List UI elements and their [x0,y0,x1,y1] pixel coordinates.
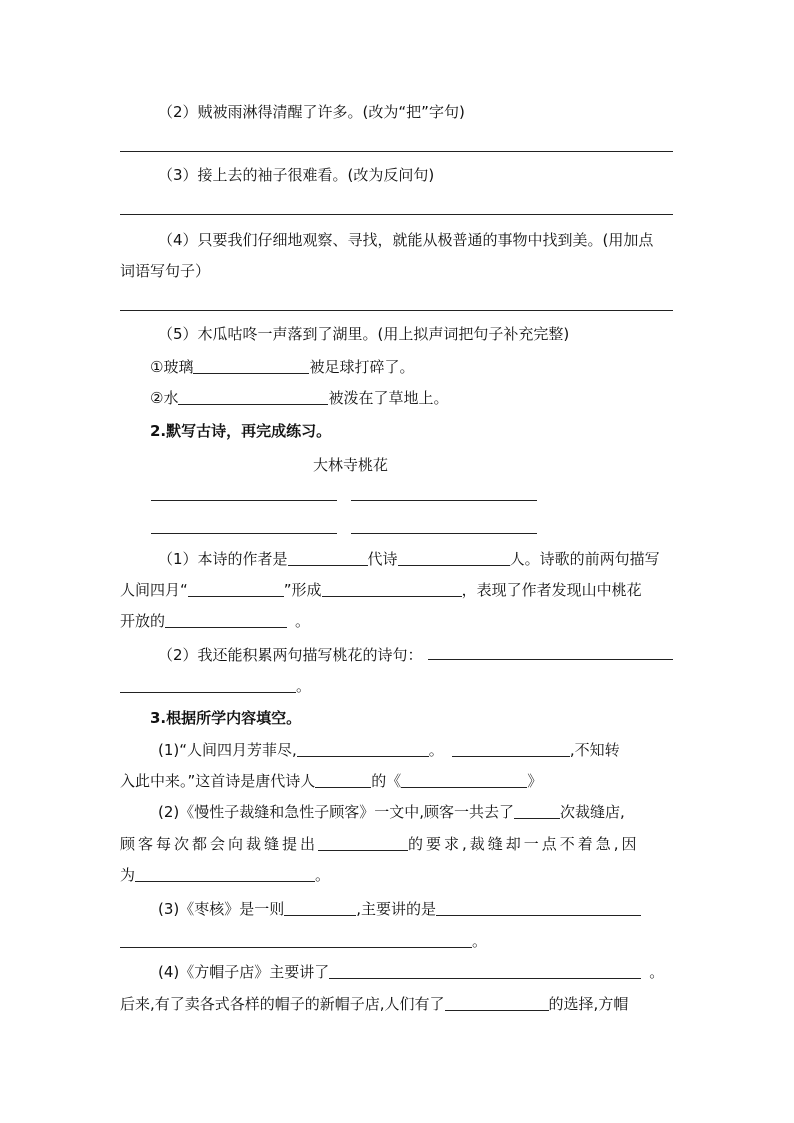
blank-dynasty[interactable] [288,551,368,566]
blank-verse-a[interactable] [297,742,429,757]
text: 的选择,方帽 [548,995,629,1013]
text: 。 [472,932,488,950]
text: ,主要讲的是 [356,900,437,918]
poem-line-3[interactable] [151,533,337,534]
text: 。 [649,963,665,981]
blank-genre[interactable] [284,901,356,916]
text: ，表现了作者发现山中桃花 [461,581,642,599]
blank-choice[interactable] [445,996,549,1011]
blank-peach-verse-1[interactable] [428,659,673,660]
blank-verse-b[interactable] [452,742,570,757]
answer-line-3[interactable] [120,214,673,215]
q2-p2: （2）我还能积累两句描写桃花的诗句： [158,646,423,664]
sub1-suffix: 被足球打碎了。 [309,358,415,376]
q3-p2-line2 [120,834,640,854]
poem-line-2[interactable] [351,500,537,501]
text: 的要求,裁缝却一点不着急,因 [408,835,640,853]
text: 为 [120,866,136,884]
q2-p1-line3 [120,611,310,631]
text: 》 [527,772,543,790]
text: 顾客每次都会向裁缝提出 [120,835,319,853]
blank-main-idea-1[interactable] [436,901,641,916]
poem-line-4[interactable] [351,533,537,534]
poem-line-1[interactable] [151,500,337,501]
blank-request[interactable] [318,836,408,851]
blank-poet[interactable] [398,551,510,566]
poem-title: 大林寺桃花 [313,456,389,474]
text: 的《 [371,772,402,790]
q3-p4-line1 [158,962,664,982]
q1-item-2: （2）贼被雨淋得清醒了许多。(改为“把”字句) [158,103,465,121]
q1-item-3: （3）接上去的袖子很难看。(改为反问句) [158,166,435,184]
q3-p3-line1 [158,899,641,919]
q3-p2-line3 [120,865,330,885]
text: (4)《方帽子店》主要讲了 [158,963,330,981]
text: 人间四月“ [120,581,188,599]
text: ”形成 [283,581,322,599]
blank-hat-story[interactable] [329,964,641,979]
text: (1)“人间四月芳菲尽, [158,741,297,759]
q2-p2-line2 [120,676,311,696]
blank-visits[interactable] [514,804,560,819]
blank-poem-title[interactable] [401,773,527,788]
sub2-suffix: 被泼在了草地上。 [328,389,449,407]
q3-p4-line2 [120,994,628,1014]
text: 后来,有了卖各式各样的帽子的新帽子店,人们有了 [120,995,445,1013]
blank-water[interactable] [178,390,328,405]
text: 。 [315,866,331,884]
q3-p3-line2 [120,931,487,951]
text: （1）本诗的作者是 [158,550,288,568]
answer-line-2[interactable] [120,151,673,152]
q3-p1-line2 [120,771,542,791]
blank-main-idea-2[interactable] [120,933,472,948]
text: 次裁缝店, [560,803,625,821]
q1-item-5-sub2 [150,388,448,408]
q1-item-4-line1: （4）只要我们仔细地观察、寻找，就能从极普通的事物中找到美。(用加点 [158,231,654,249]
q2-heading: 2.默写古诗，再完成练习。 [150,422,332,440]
answer-line-4[interactable] [120,310,673,311]
blank-poet-name[interactable] [315,773,371,788]
q1-item-5-sub1 [150,357,414,377]
text: (3)《枣核》是一则 [158,900,285,918]
q3-p2-line1 [158,802,625,822]
blank-formed[interactable] [322,582,462,597]
sub1-prefix: ①玻璃 [150,358,194,376]
text: 。 [428,741,444,759]
q3-heading: 3.根据所学内容填空。 [150,709,302,727]
q1-item-4-line2: 词语写句子） [120,262,211,280]
q1-item-5: （5）木瓜咕咚一声落到了湖里。(用上拟声词把句子补充完整) [158,325,570,343]
q2-p1-line2 [120,580,642,600]
blank-reason[interactable] [135,867,315,882]
blank-peach-verse-2[interactable] [120,678,296,693]
text: 开放的 [120,612,166,630]
text: 。 [295,612,311,630]
q2-p1-line1 [158,549,660,569]
blank-bloom[interactable] [165,613,287,628]
text: 人。诗歌的前两句描写 [509,550,660,568]
text: 入此中来。”这首诗是唐代诗人 [120,772,316,790]
blank-glass[interactable] [193,359,309,374]
text: (2)《慢性子裁缝和急性子顾客》一文中,顾客一共去了 [158,803,515,821]
text: 代诗 [367,550,398,568]
sub2-prefix: ②水 [150,389,179,407]
q3-p1-line1 [158,740,620,760]
text: 。 [296,677,312,695]
text: ,不知转 [569,741,620,759]
blank-april[interactable] [188,582,284,597]
